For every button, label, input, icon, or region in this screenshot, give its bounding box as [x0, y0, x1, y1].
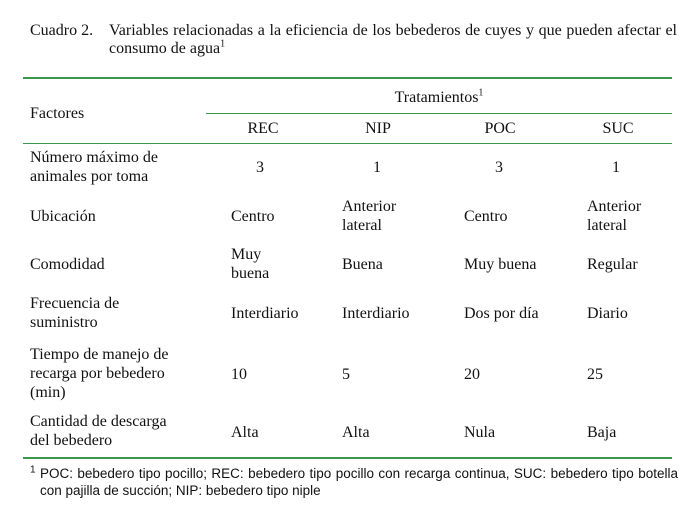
cell-handling-time-nip: 5 — [342, 366, 350, 383]
cell-location-poc: Centro — [464, 208, 508, 225]
row-label-handling-time: Tiempo de manejo de recarga por bebedero (min) — [30, 346, 169, 401]
cell-max-animals-nip: 1 — [373, 159, 381, 176]
cell-location-nip: Anterior lateral — [342, 198, 397, 234]
row-label-max-animals: Número máximo de animales por toma — [30, 149, 158, 185]
cell-max-animals-rec: 3 — [256, 159, 264, 176]
column-header-nip: NIP — [365, 120, 391, 137]
treatments-header — [206, 88, 672, 107]
cell-max-animals-poc: 3 — [495, 159, 503, 176]
row-label-discharge-amount: Cantidad de descarga del bebedero — [30, 413, 167, 449]
cell-discharge-suc: Baja — [587, 424, 617, 441]
group-header-rule — [206, 113, 672, 114]
column-header-rec: REC — [247, 120, 279, 137]
row-label-location: Ubicación — [30, 208, 96, 225]
caption-text-body: Variables relacionadas a la eficiencia de los bebederos de cuyes y que pueden afectar el consumo de agua — [109, 22, 677, 57]
table-bottom-rule — [23, 457, 672, 459]
cell-max-animals-suc: 1 — [612, 159, 620, 176]
treatments-header-superscript: 1 — [478, 87, 484, 99]
cell-location-suc: Anterior lateral — [587, 198, 642, 234]
cell-discharge-poc: Nula — [464, 424, 496, 441]
column-header-poc: POC — [484, 120, 516, 137]
cell-frequency-poc: Dos por día — [464, 305, 539, 322]
cell-comfort-nip: Buena — [342, 256, 383, 273]
caption-superscript: 1 — [220, 38, 226, 50]
cell-comfort-poc: Muy buena — [464, 256, 537, 273]
footnote-line — [30, 465, 678, 499]
header-bottom-rule — [23, 143, 672, 144]
cell-frequency-suc: Diario — [587, 305, 628, 322]
cell-discharge-nip: Alta — [342, 424, 370, 441]
footnote-text: POC: bebedero tipo pocillo; REC: bebedero tipo pocillo con recarga continua, SUC: bebedero tipo botella con pajilla de succión; NIP: bebedero tipo niple — [39, 466, 678, 498]
row-label-supply-frequency: Frecuencia de suministro — [30, 295, 120, 331]
caption-text — [109, 22, 677, 58]
column-header-suc: SUC — [602, 120, 634, 137]
cell-comfort-rec: Muy buena — [231, 246, 270, 282]
table-footnote — [30, 465, 678, 499]
cell-handling-time-poc: 20 — [464, 366, 480, 383]
cell-frequency-rec: Interdiario — [231, 305, 299, 322]
table-top-rule — [23, 77, 672, 79]
footnote-superscript: 1 — [30, 464, 36, 476]
caption-label: Cuadro 2. — [30, 22, 94, 39]
treatments-header-label: Tratamientos — [394, 89, 479, 106]
cell-frequency-nip: Interdiario — [342, 305, 410, 322]
row-label-comfort: Comodidad — [30, 256, 105, 273]
cell-handling-time-rec: 10 — [231, 366, 247, 383]
cell-handling-time-suc: 25 — [587, 366, 603, 383]
cell-discharge-rec: Alta — [231, 424, 259, 441]
factors-header: Factores — [30, 105, 85, 122]
cell-comfort-suc: Regular — [587, 256, 638, 273]
cell-location-rec: Centro — [231, 208, 275, 225]
